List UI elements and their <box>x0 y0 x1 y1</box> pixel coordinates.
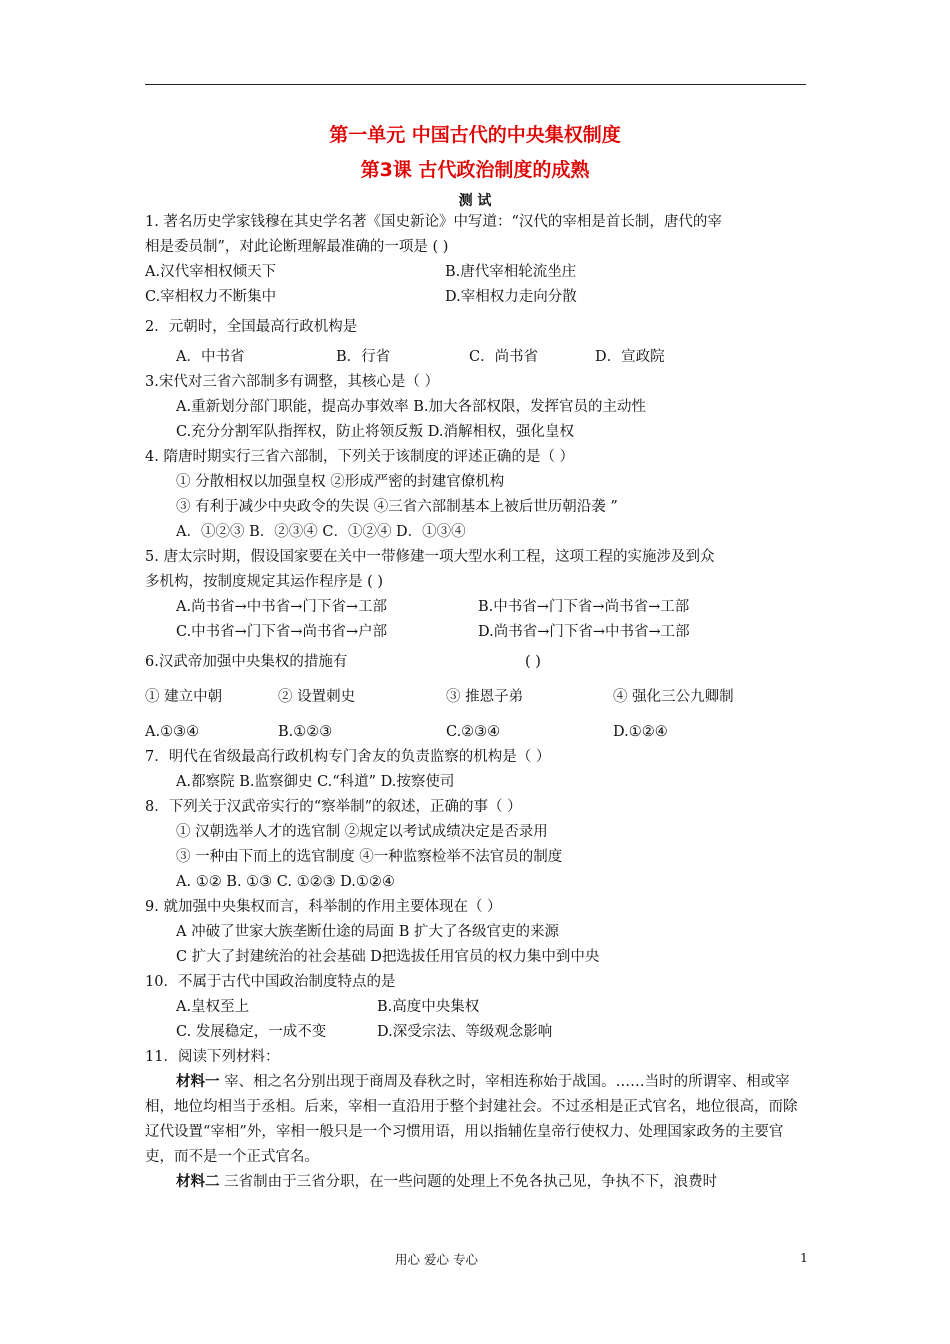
q7-stem: 7．明代在省级最高行政机构专门舍友的负责监察的机构是（ ） <box>145 749 551 765</box>
q10-options-cd <box>145 1020 808 1045</box>
question-body <box>145 210 808 1195</box>
q3-options-cd: C.充分分割军队指挥权，防止将领反叛 D.消解相权，强化皇权 <box>176 424 575 440</box>
q6-choice-c: C.②③④ <box>446 724 501 740</box>
footer-motto: 用心 爱心 专心 <box>395 1252 478 1267</box>
q6-choice-b: B.①②③ <box>278 724 333 740</box>
q3-options-ab: A.重新划分部门职能，提高办事效率 B.加大各部权限，发挥官员的主动性 <box>176 399 646 415</box>
q10-stem: 10．不属于古代中国政治制度特点的是 <box>145 974 396 990</box>
q5-stem-line2: 多机构，按制度规定其运作程序是 ( ) <box>145 574 384 590</box>
q5-option-b: B.中书省→门下省→尚书省→工部 <box>478 599 690 615</box>
q11-material-2 <box>145 1170 808 1195</box>
q10-options-ab <box>145 995 808 1020</box>
q1-stem-line2: 相是委员制”，对此论断理解最准确的一项是 ( ) <box>145 239 449 255</box>
q3-stem: 3.宋代对三省六部制多有调整，其核心是（ ） <box>145 374 439 390</box>
q10-option-a: A.皇权至上 <box>176 999 250 1015</box>
q1-option-b: B.唐代宰相轮流坐庄 <box>445 264 577 280</box>
q9-stem: 9. 就加强中央集权而言，科举制的作用主要体现在（ ） <box>145 899 502 915</box>
unit-title: 第一单元 中国古代的中央集权制度 <box>329 124 621 146</box>
q6-statements <box>145 685 808 710</box>
q2-stem: 2．元朝时，全国最高行政机构是 <box>145 319 358 335</box>
q6-statement-4: ④ 强化三公九卿制 <box>613 689 734 705</box>
q11-material-1 <box>145 1070 808 1170</box>
q1-stem-line1: 1. 著名历史学家钱穆在其史学名著《国史新论》中写道：“汉代的宰相是首长制，唐代的宰 <box>145 214 722 230</box>
q2-option-b: B．行省 <box>336 349 391 365</box>
q1-option-a: A.汉代宰相权倾天下 <box>145 264 277 280</box>
q8-stem: 8．下列关于汉武帝实行的“察举制”的叙述，正确的事（ ） <box>145 799 522 815</box>
lesson-title: 第3课 古代政治制度的成熟 <box>360 159 590 181</box>
q8-statements-34: ③ 一种由下而上的选官制度 ④一种监察检举不法官员的制度 <box>176 849 563 865</box>
q11-stem: 11．阅读下列材料： <box>145 1049 280 1065</box>
q11-material-1-label: 材料一 <box>176 1074 220 1090</box>
header-rule <box>145 84 806 85</box>
q10-option-c: C. 发展稳定，一成不变 <box>176 1024 327 1040</box>
q2-option-a: A．中书省 <box>176 349 245 365</box>
q8-choices: A. ①② B. ①③ C. ①②③ D.①②④ <box>176 874 395 890</box>
q9-options-cd: C 扩大了封建统治的社会基础 D把选拔任用官员的权力集中到中央 <box>176 949 600 965</box>
q11-material-1-text: 宰、相之名分别出现于商周及春秋之时，宰相连称始于战国。……当时的所谓宰、相或宰相，地位均相当于丞相。后来，宰相一直沿用于整个封建社会。不过丞相是正式官名，地位很高，而除辽代设置“宰相”外，宰相一般只是一个习惯用语，用以指辅佐皇帝行使权力、处理国家政务的主要官吏，而不是一个正式官名。 <box>145 1074 798 1165</box>
q6-answer-paren: ( ) <box>525 654 541 670</box>
q6-statement-2: ② 设置刺史 <box>278 689 356 705</box>
q4-stem: 4. 隋唐时期实行三省六部制，下列关于该制度的评述正确的是（ ） <box>145 449 575 465</box>
q11-material-2-label: 材料二 <box>176 1174 220 1190</box>
q1-option-d: D.宰相权力走向分散 <box>445 289 577 305</box>
q11-material-2-text: 三省制由于三省分职，在一些问题的处理上不免各执己见，争执不下，浪费时 <box>219 1174 718 1190</box>
q6-stem-row <box>145 650 808 675</box>
q1-options-cd <box>145 285 808 310</box>
q5-option-a: A.尚书省→中书省→门下省→工部 <box>176 599 388 615</box>
section-title: 测 试 <box>458 193 492 209</box>
q5-stem-line1: 5. 唐太宗时期，假设国家要在关中一带修建一项大型水利工程，这项工程的实施涉及到众 <box>145 549 715 565</box>
q4-statements-34: ③ 有利于减少中央政令的失误 ④三省六部制基本上被后世历朝沿袭 ” <box>176 499 618 515</box>
q9-options-ab: A 冲破了世家大族垄断仕途的局面 B 扩大了各级官吏的来源 <box>176 924 559 940</box>
q2-options <box>145 345 808 370</box>
q6-statement-3: ③ 推恩子弟 <box>446 689 524 705</box>
q4-choices: A．①②③ B．②③④ C．①②④ D．①③④ <box>176 524 466 540</box>
q2-option-c: C．尚书省 <box>469 349 539 365</box>
q5-options-cd <box>145 620 808 645</box>
q5-option-c: C.中书省→门下省→尚书省→户部 <box>176 624 388 640</box>
q10-option-b: B.高度中央集权 <box>377 999 480 1015</box>
page-number: 1 <box>800 1250 808 1265</box>
q6-choice-d: D.①②④ <box>613 724 668 740</box>
q1-option-c: C.宰相权力不断集中 <box>145 289 277 305</box>
q5-options-ab <box>145 595 808 620</box>
q4-statements-12: ① 分散相权以加强皇权 ②形成严密的封建官僚机构 <box>176 474 505 490</box>
q1-options-ab <box>145 260 808 285</box>
q6-choice-a: A.①③④ <box>145 724 200 740</box>
q2-option-d: D．宣政院 <box>595 349 665 365</box>
q5-option-d: D.尚书省→门下省→中书省→工部 <box>478 624 690 640</box>
q10-option-d: D.深受宗法、等级观念影响 <box>377 1024 553 1040</box>
q6-choices <box>145 720 808 745</box>
q6-stem: 6.汉武帝加强中央集权的措施有 <box>145 654 348 670</box>
q6-statement-1: ① 建立中朝 <box>145 689 223 705</box>
q7-choices: A.都察院 B.监察御史 C.“科道” D.按察使司 <box>176 774 455 790</box>
q8-statements-12: ① 汉朝选举人才的选官制 ②规定以考试成绩决定是否录用 <box>176 824 548 840</box>
